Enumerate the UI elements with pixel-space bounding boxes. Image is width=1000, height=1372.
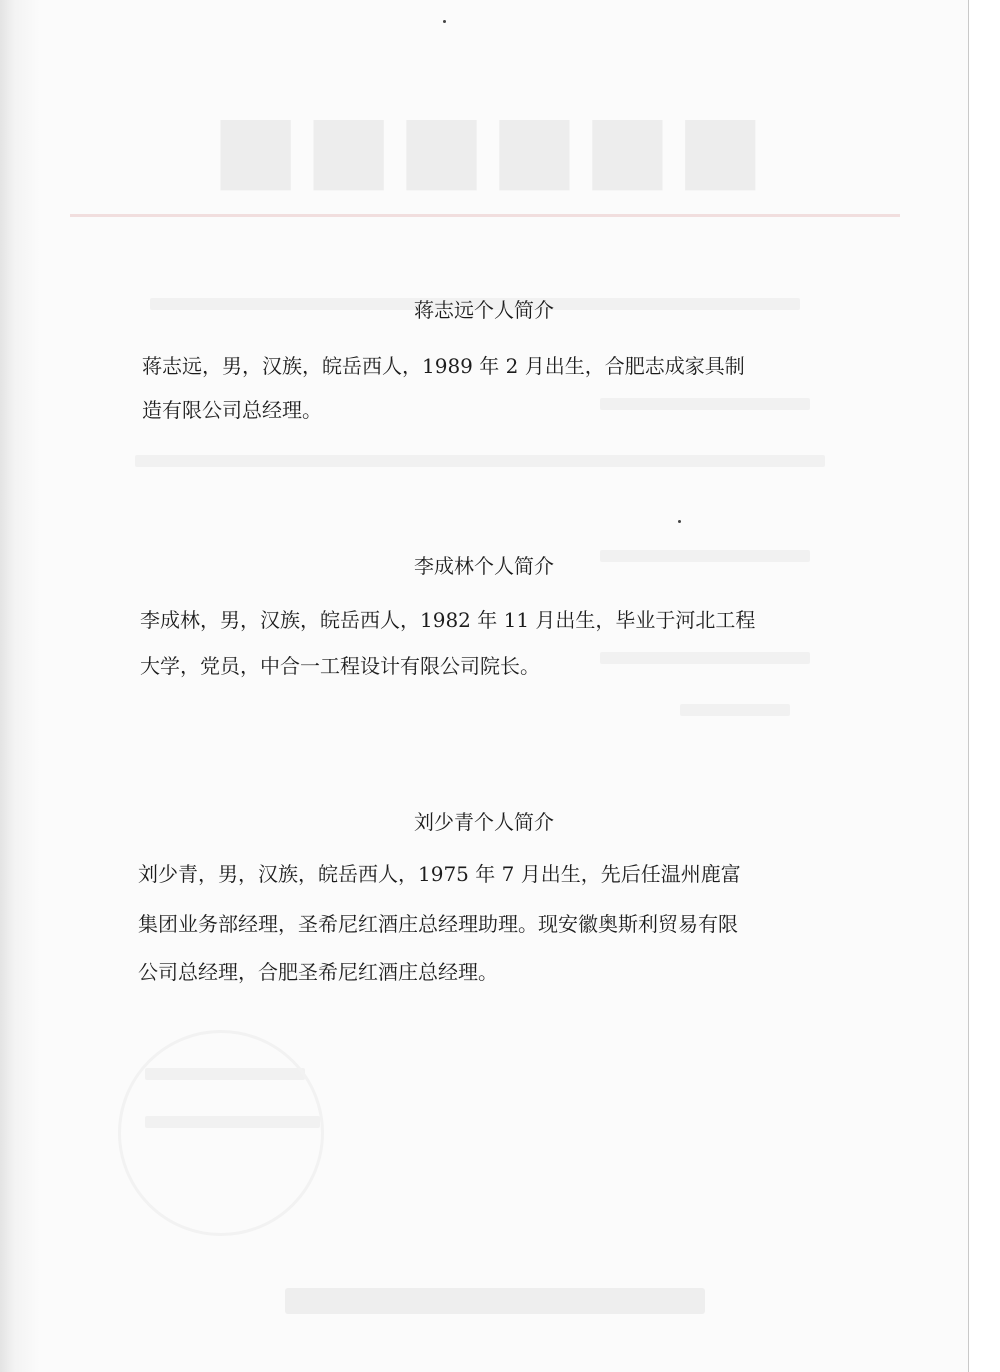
bleed-through-line bbox=[135, 455, 825, 467]
bleed-through-line bbox=[600, 398, 810, 410]
bleed-through-letterhead: ■■■■■■ bbox=[206, 93, 764, 201]
profile-text-line: 公司总经理，合肥圣希尼红酒庄总经理。 bbox=[138, 960, 498, 984]
profile-text-line: 蒋志远，男，汉族，皖岳西人，1989 年 2 月出生，合肥志成家具制 bbox=[142, 354, 745, 378]
profile-title: 李成林个人简介 bbox=[414, 554, 554, 578]
profile-title: 蒋志远个人简介 bbox=[414, 298, 554, 322]
bleed-through-footer bbox=[285, 1288, 705, 1314]
scan-left-shadow bbox=[0, 0, 40, 1372]
profile-text-line: 集团业务部经理，圣希尼红酒庄总经理助理。现安徽奥斯利贸易有限 bbox=[138, 912, 738, 936]
profile-title: 刘少青个人简介 bbox=[414, 810, 554, 834]
bleed-through-rule bbox=[70, 214, 900, 217]
bleed-through-line bbox=[600, 652, 810, 664]
profile-text-line: 大学，党员，中合一工程设计有限公司院长。 bbox=[140, 654, 540, 678]
scan-speck bbox=[678, 520, 681, 523]
profile-text-line: 刘少青，男，汉族，皖岳西人，1975 年 7 月出生，先后任温州鹿富 bbox=[138, 862, 741, 886]
profile-text-line: 李成林，男，汉族，皖岳西人，1982 年 11 月出生，毕业于河北工程 bbox=[140, 608, 756, 632]
profile-text-line: 造有限公司总经理。 bbox=[142, 398, 322, 422]
scan-right-edge bbox=[968, 0, 1000, 1372]
bleed-through-line bbox=[680, 704, 790, 716]
scan-speck bbox=[443, 20, 446, 23]
bleed-through-seal bbox=[118, 1030, 324, 1236]
